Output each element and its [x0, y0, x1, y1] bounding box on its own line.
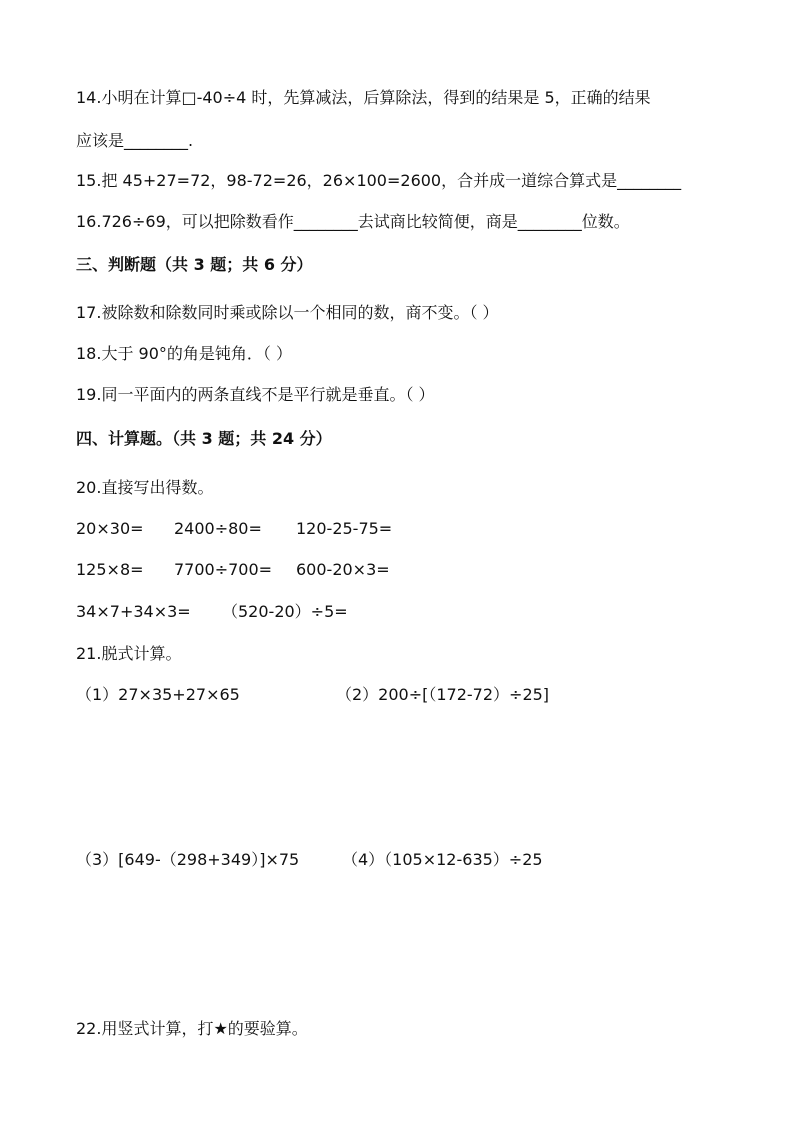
mental-math-1-2: 2400÷80= — [174, 519, 262, 538]
question-15: 15.把 45+27=72，98-72=26，26×100=2600，合并成一道综合算式是________ — [76, 171, 682, 190]
question-21-title: 21.脱式计算。 — [76, 644, 182, 663]
mental-math-2-2: 7700÷700= — [174, 560, 273, 579]
question-14-line-2: 应该是________. — [76, 131, 194, 150]
question-16: 16.726÷69，可以把除数看作________去试商比较简便，商是________位数。 — [76, 212, 630, 231]
mental-math-2-3: 600-20×3= — [296, 560, 390, 579]
section-4-heading: 四、计算题。（共 3 题；共 24 分） — [76, 429, 332, 448]
question-22: 22.用竖式计算，打★的要验算。 — [76, 1019, 308, 1038]
question-17: 17.被除数和除数同时乘或除以一个相同的数，商不变。（ ） — [76, 303, 499, 322]
step-calc-3: （3）[649-（298+349）]×75 — [76, 850, 300, 869]
mental-math-2-1: 125×8= — [76, 560, 144, 579]
mental-math-3-1: 34×7+34×3= — [76, 602, 191, 621]
mental-math-1-3: 120-25-75= — [296, 519, 393, 538]
step-calc-2: （2）200÷[（172-72）÷25] — [336, 685, 550, 704]
question-20-title: 20.直接写出得数。 — [76, 478, 214, 497]
question-18: 18.大于 90°的角是钝角．（ ） — [76, 344, 292, 363]
question-19: 19.同一平面内的两条直线不是平行就是垂直。（ ） — [76, 385, 435, 404]
question-14-line-1: 14.小明在计算□-40÷4 时，先算减法，后算除法，得到的结果是 5，正确的结果 — [76, 88, 651, 107]
mental-math-1-1: 20×30= — [76, 519, 144, 538]
step-calc-4: （4）（105×12-635）÷25 — [342, 850, 543, 869]
step-calc-1: （1）27×35+27×65 — [76, 685, 240, 704]
section-3-heading: 三、判断题（共 3 题；共 6 分） — [76, 255, 313, 274]
mental-math-3-2: （520-20）÷5= — [222, 602, 348, 621]
